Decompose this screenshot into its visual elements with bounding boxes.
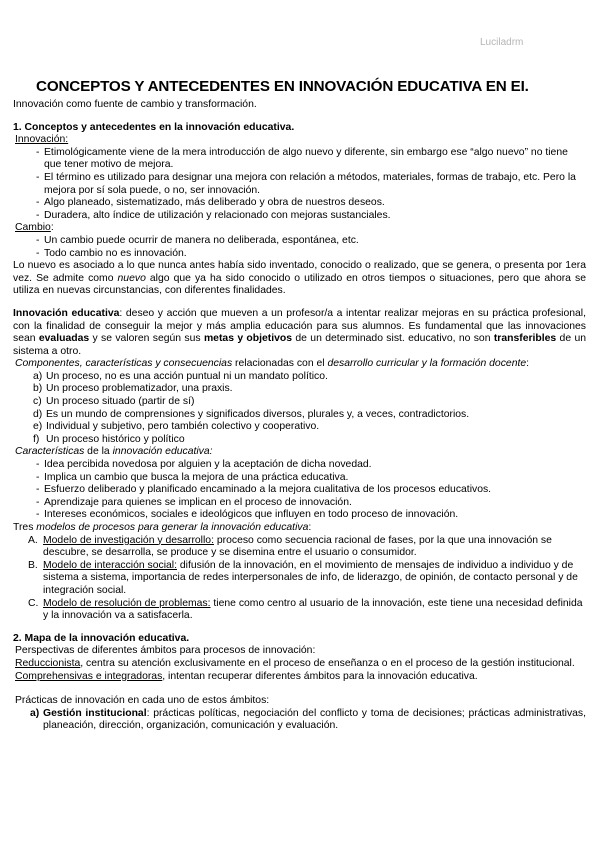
list-item: - Duradera, alto índice de utilización y relacionado con mejoras sustanciales. — [36, 209, 391, 221]
list-item: - Etimológicamente viene de la mera introducción de algo nuevo y diferente, sin embargo ese “algo nuevo” no tiene que tener motivo de mejora. — [36, 146, 568, 171]
gestion-institucional-item: a) Gestión institucional: prácticas políticas, negociación del conflicto y toma de decisiones; prácticas administrativas, planeación, dirección, organización, comunicación y evaluación. — [30, 707, 586, 732]
nuevo-paragraph: Lo nuevo es asociado a lo que nunca antes había sido inventado, conocido o realizado, que se genera, o presenta por 1era vez. Se admite como nuevo algo que ya ha sido conocido o utilizado en otros tiempos o situaciones, pero que ahora se utiliza en nuevas circunstancias, con diferentes finalidades. — [13, 260, 586, 297]
list-item: c) Un proceso situado (partir de sí) — [33, 396, 195, 408]
cambio-label: Cambio: — [15, 222, 54, 234]
list-item: - Idea percibida novedosa por alguien y la aceptación de dicha novedad. — [36, 459, 372, 471]
section-2-heading: 2. Mapa de la innovación educativa. — [13, 632, 190, 644]
modelos-heading: Tres modelos de procesos para generar la innovación educativa: — [13, 522, 312, 533]
list-item: - Algo planeado, sistematizado, más deliberado y obra de nuestros deseos. — [36, 197, 385, 209]
list-item: f) Un proceso histórico y político — [33, 433, 185, 445]
watermark: Luciladrm — [480, 37, 524, 48]
list-item: - El término es utilizado para designar una mejora con relación a métodos, materiales, formas de trabajo, etc. Pero la mejora por sí sola puede, o no, ser innovación. — [36, 171, 576, 196]
list-item: - Todo cambio no es innovación. — [36, 247, 187, 259]
innovacion-educativa-paragraph: Innovación educativa: deseo y acción que mueven a un profesor/a a intentar realizar mejoras en su práctica profesional, con la finalidad de conseguir la mejor y más amplia educación para sus alumnos. Es fundamental que las innovaciones sean evaluadas y se valoren según sus metas y objetivos de un determinado sist. educativo, no son transferibles de un sistema a otro. — [13, 307, 587, 357]
list-item: - Intereses económicos, sociales e ideológicos que influyen en todo proceso de innovación. — [36, 509, 459, 521]
list-item: a) Un proceso, no es una acción puntual ni un mandato político. — [33, 370, 328, 382]
practicas-text: Prácticas de innovación en cada uno de estos ámbitos: — [15, 695, 270, 707]
componentes-heading: Componentes, características y consecuencias relacionadas con el desarrollo curricular y la formación docente: — [15, 358, 530, 370]
list-item: - Aprendizaje para quienes se implican en el proceso de innovación. — [36, 496, 352, 508]
list-item: - Implica un cambio que busca la mejora de una práctica educativa. — [36, 471, 349, 483]
list-item: A. Modelo de investigación y desarrollo: proceso como secuencia racional de fases, por la que una innovación se descubre, se desarrolla, se produce y se disemina entre el usuario o consumidor. — [28, 534, 552, 559]
list-item: e) Individual y subjetivo, pero también colectivo y cooperativo. — [33, 421, 320, 433]
componentes-list — [13, 371, 586, 447]
list-item: - Esfuerzo deliberado y planificado encaminado a la mejora cualitativa de los procesos educativos. — [36, 484, 492, 496]
list-item: b) Un proceso problematizador, una praxis. — [33, 383, 233, 395]
innovacion-list — [13, 147, 586, 223]
document-page — [13, 78, 586, 733]
caracteristicas-heading: Características de la innovación educativa: — [15, 446, 213, 458]
list-item: B. Modelo de interacción social: difusión de la innovación, en el movimiento de mensajes de individuo a individuo y de sistema a sistema, importancia de redes interpersonales de info, de liderazgo, de opinión, de contacto personal y de integración social. — [28, 559, 578, 596]
list-item: - Un cambio puede ocurrir de manera no deliberada, espontánea, etc. — [36, 234, 359, 246]
section-1-heading: 1. Conceptos y antecedentes en la innovación educativa. — [13, 121, 295, 133]
cambio-list — [13, 235, 586, 260]
modelos-list — [13, 535, 586, 623]
list-item: C. Modelo de resolución de problemas: tiene como centro al usuario de la innovación, este tiene una necesidad definida y la innovación va a satisfacerla. — [28, 597, 583, 622]
subtitle: Innovación como fuente de cambio y transformación. — [13, 99, 257, 110]
comprehensivas-paragraph: Comprehensivas e integradoras, intentan recuperar diferentes ámbitos para la innovación educativa. — [15, 670, 478, 682]
reduccionista-paragraph: Reduccionista, centra su atención exclusivamente en el proceso de enseñanza o en el proceso de la gestión institucional. — [15, 657, 575, 669]
caracteristicas-list — [13, 459, 586, 522]
perspectivas-text: Perspectivas de diferentes ámbitos para procesos de innovación: — [15, 645, 316, 657]
list-item: d) Es un mundo de comprensiones y significados diversos, plurales y, a veces, contradictorios. — [33, 408, 470, 420]
page-title: CONCEPTOS Y ANTECEDENTES EN INNOVACIÓN EDUCATIVA EN EI. — [36, 78, 529, 95]
innovacion-label: Innovación: — [15, 134, 69, 146]
